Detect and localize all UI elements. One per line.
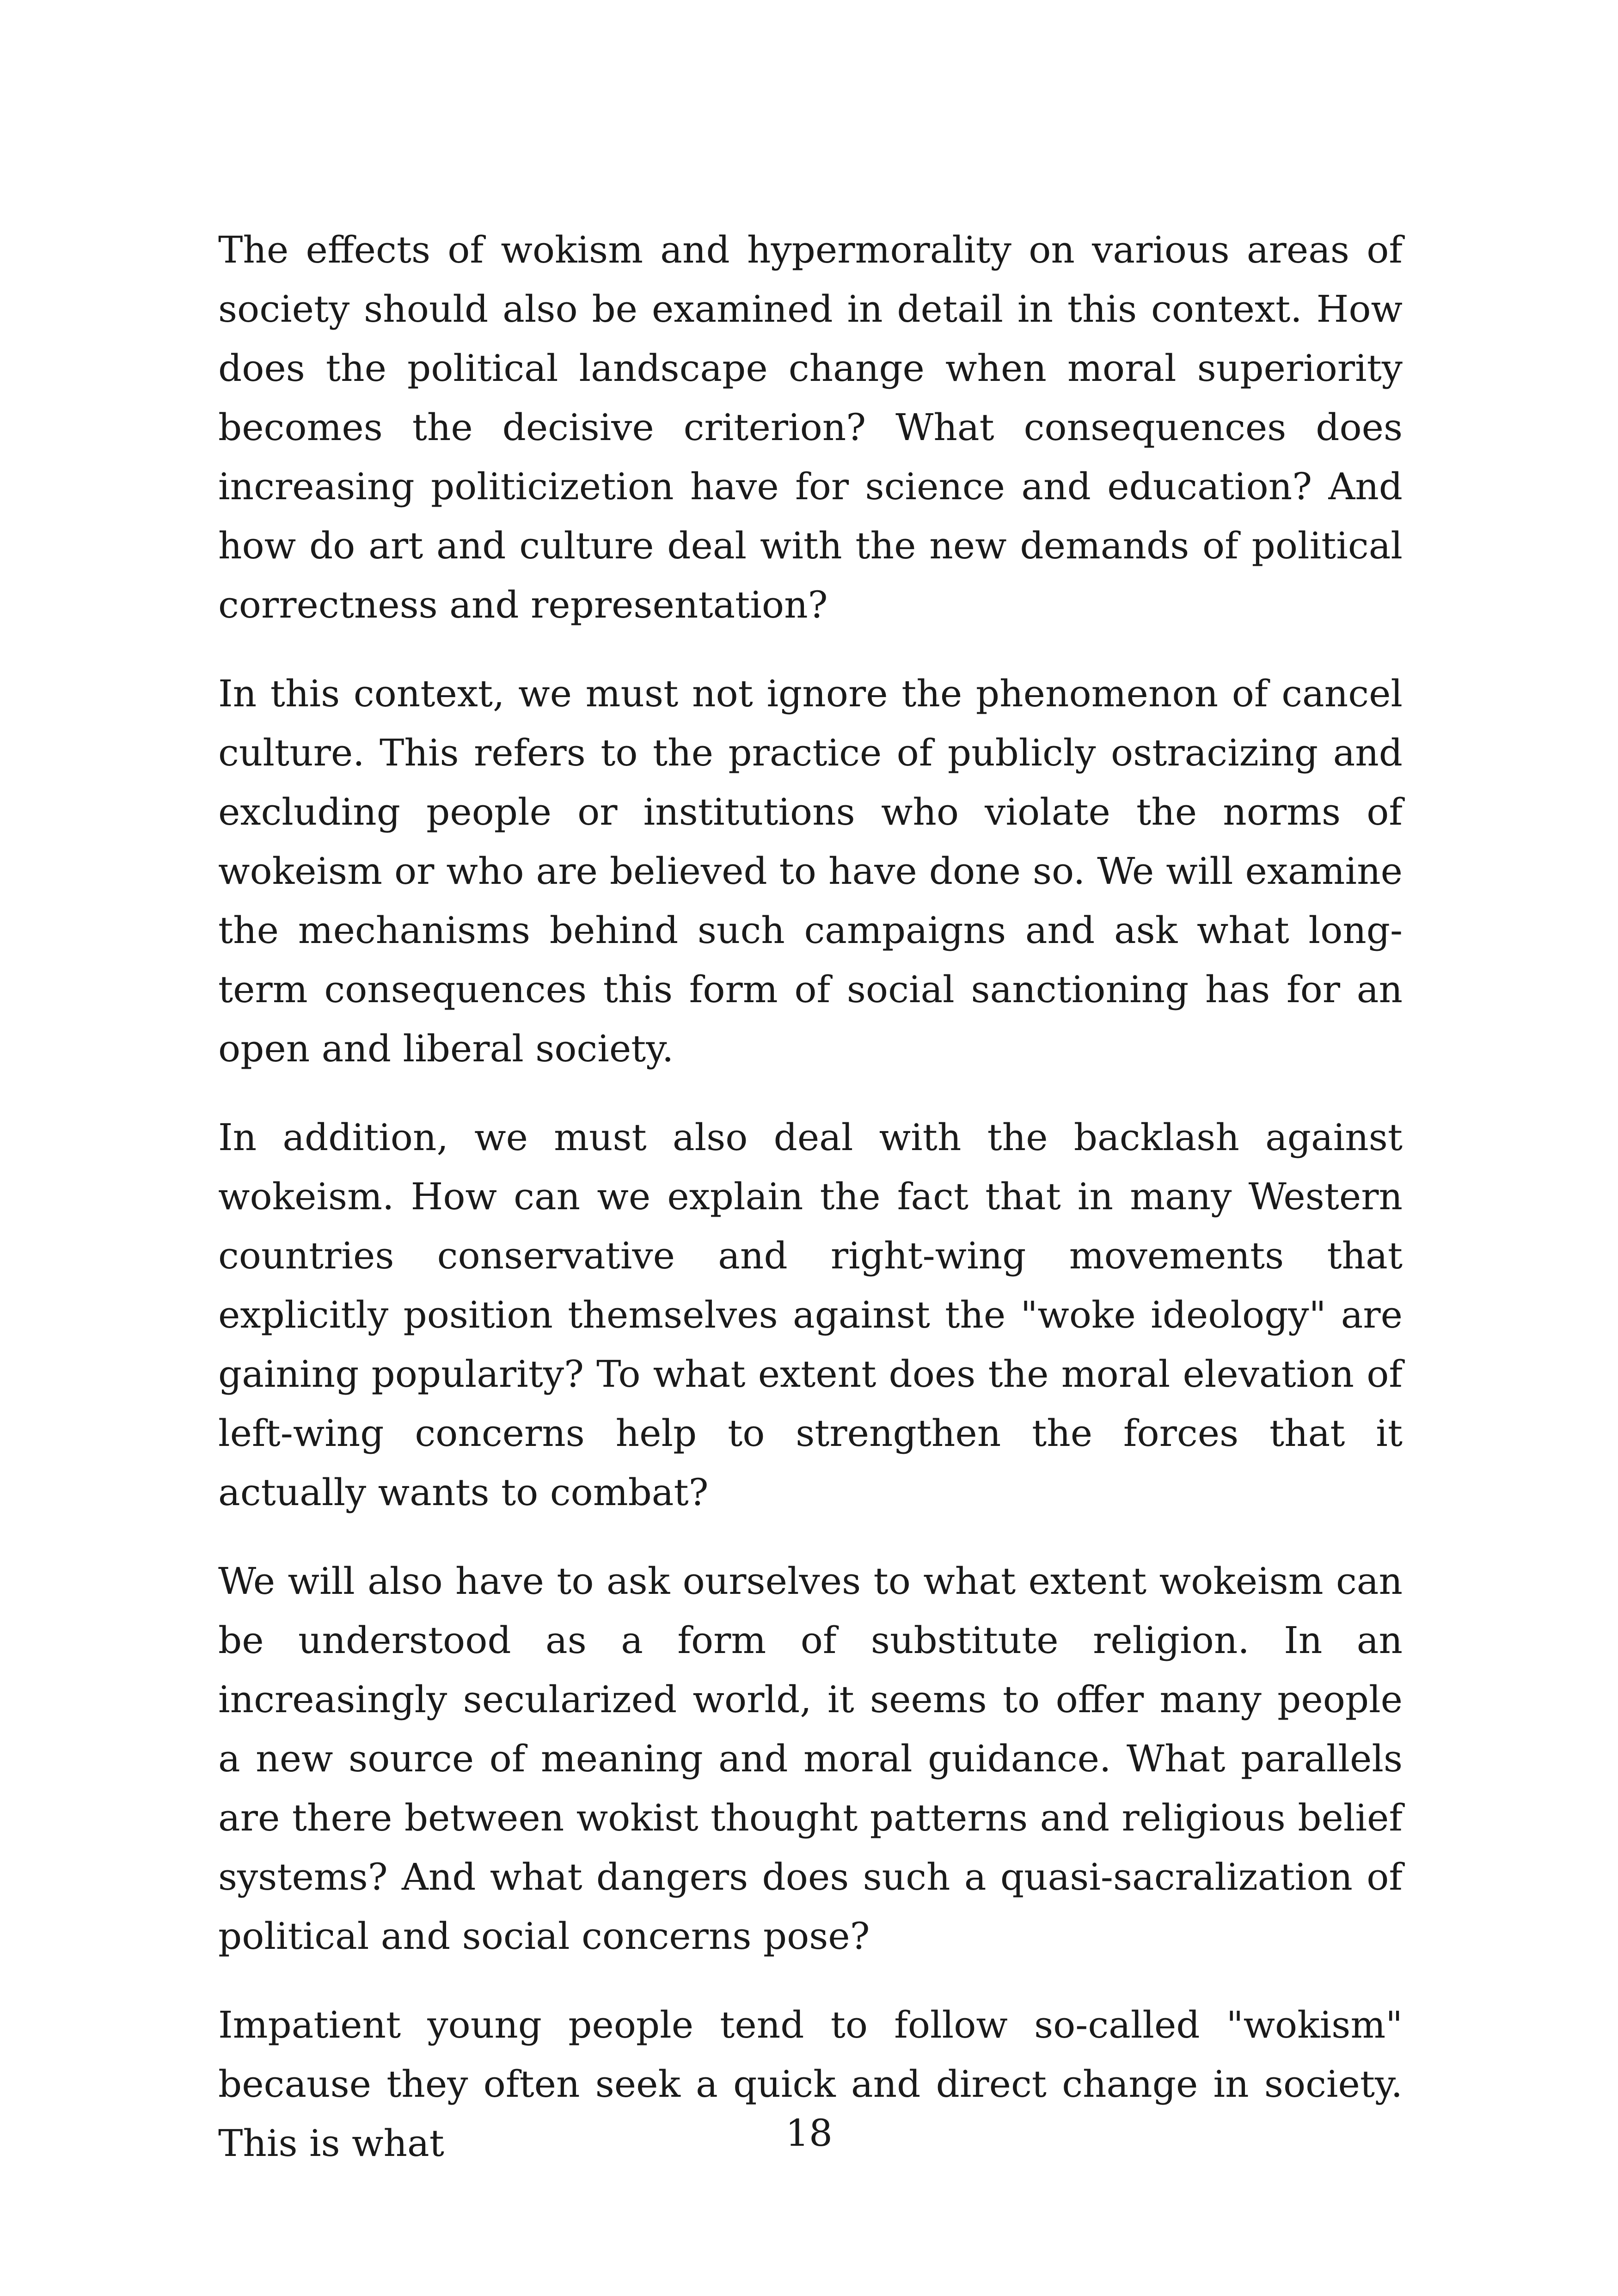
body-text (218, 220, 1403, 2203)
paragraph-5: Impatient young people tend to follow so-called "wokism" because they often seek a quick and direct change in society. This is what (218, 2003, 1403, 2165)
paragraph-4: We will also have to ask ourselves to what extent wokeism can be understood as a form of substitute religion. In an increasingly secularized world, it seems to offer many people a new source of meaning and moral guidance. What parallels are there between wokist thought patterns and religious belief systems? And what dangers does such a quasi-sacralization of political and social concerns pose? (218, 1560, 1403, 1958)
page-number: 18 (785, 2112, 833, 2155)
paragraph-2: In this context, we must not ignore the phenomenon of cancel culture. This refers to the practice of publicly ostracizing and excluding people or institutions who violate the norms of wokeism or who are believed to have done so. We will examine the mechanisms behind such campaigns and ask what long-term consequences this form of social sanctioning has for an open and liberal society. (218, 672, 1403, 1070)
paragraph-3: In addition, we must also deal with the backlash against wokeism. How can we explain the fact that in many Western countries conservative and right-wing movements that explicitly position themselves against the "woke ideology" are gaining popularity? To what extent does the moral elevation of left-wing concerns help to strengthen the forces that it actually wants to combat? (218, 1116, 1403, 1514)
paragraph-1: The effects of wokism and hypermorality on various areas of society should also be examined in detail in this context. How does the political landscape change when moral superiority becomes the decisive criterion? What consequences does increasing politicizetion have for science and education? And how do art and culture deal with the new demands of political correctness and representation? (218, 228, 1403, 626)
